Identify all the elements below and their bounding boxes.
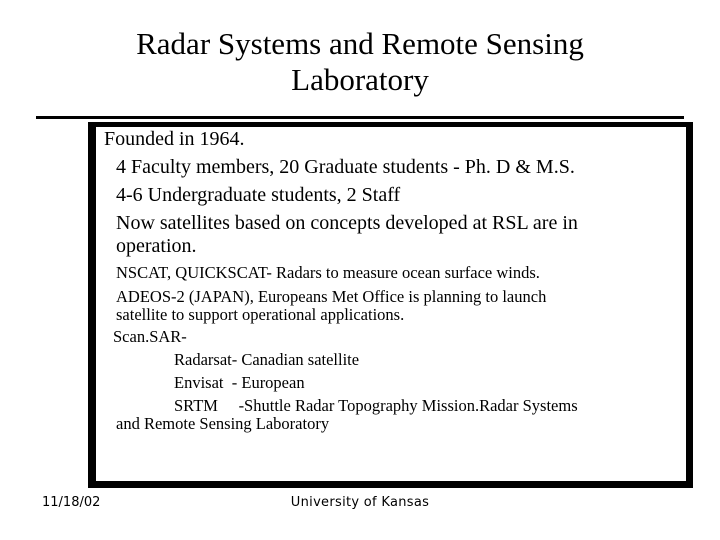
adeos-text-line2: satellite to support operational applications. <box>116 305 405 324</box>
satellites-text-line2: operation. <box>116 235 197 257</box>
nscat-text: NSCAT, QUICKSCAT- Radars to measure ocean surface winds. <box>116 263 540 282</box>
slide-title <box>70 26 650 98</box>
srtm-text: SRTM -Shuttle Radar Topography Mission.Radar Systems <box>174 396 578 415</box>
envisat-text: Envisat - European <box>174 373 305 392</box>
title-divider <box>36 116 684 119</box>
title-line-1: Radar Systems and Remote Sensing <box>136 26 584 61</box>
footer-date: 11/18/02 <box>42 495 101 510</box>
radarsat-text: Radarsat- Canadian satellite <box>174 350 360 369</box>
footer-organization: University of Kansas <box>290 495 430 510</box>
adeos-text-line1: ADEOS-2 (JAPAN), Europeans Met Office is planning to launch <box>116 287 547 306</box>
title-line-2: Laboratory <box>291 62 429 97</box>
srtm-text-continued: and Remote Sensing Laboratory <box>116 414 330 433</box>
founded-text: Founded in 1964. <box>104 128 245 150</box>
faculty-text: 4 Faculty members, 20 Graduate students - Ph. D & M.S. <box>116 156 575 178</box>
satellites-text-line1: Now satellites based on concepts developed at RSL are in <box>116 212 578 234</box>
undergrad-text: 4-6 Undergraduate students, 2 Staff <box>116 184 401 206</box>
scansar-text: Scan.SAR- <box>113 327 187 346</box>
